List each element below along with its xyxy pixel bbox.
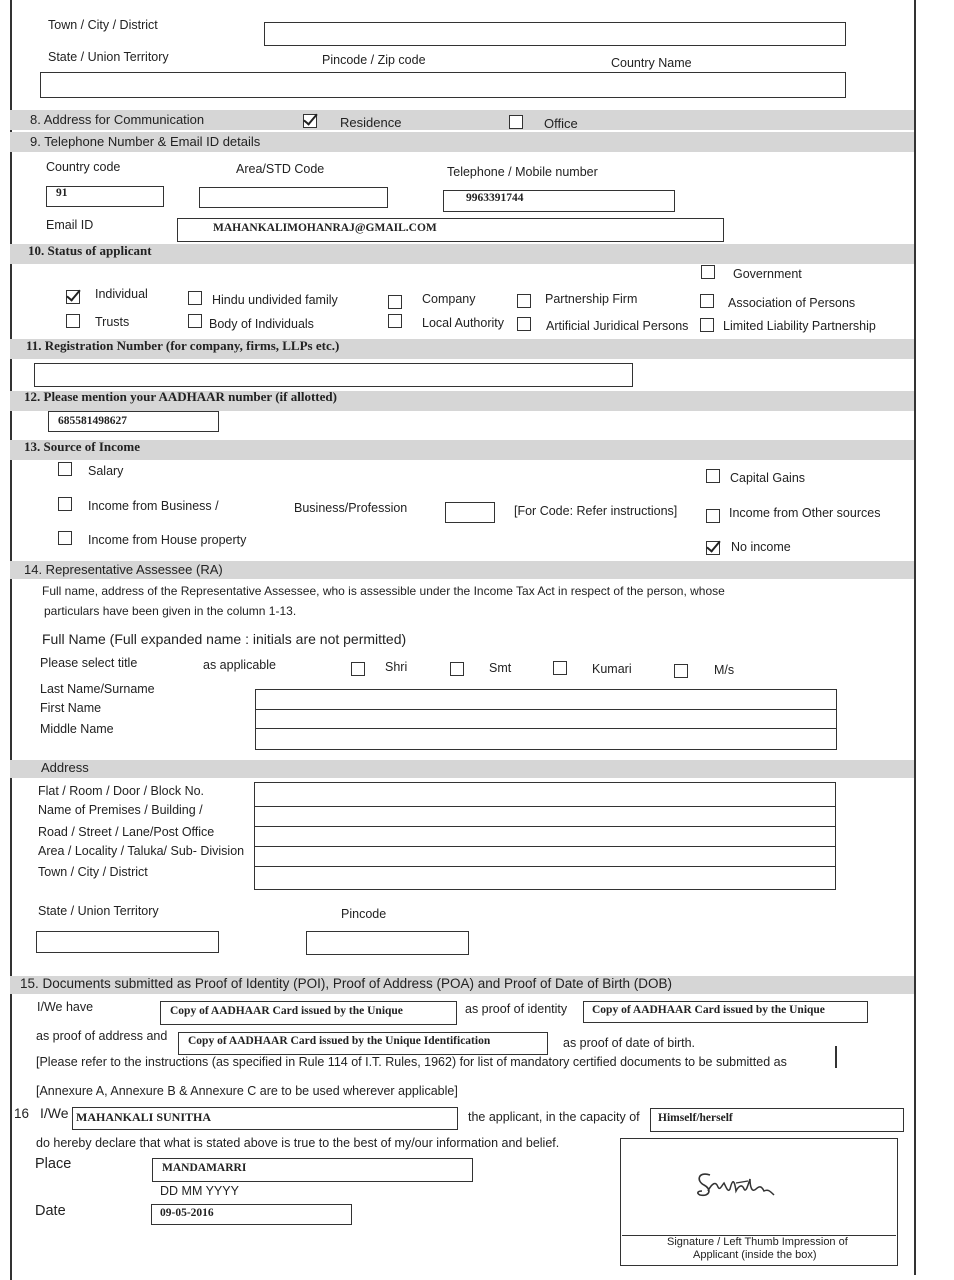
telephone-value: 9963391744: [466, 192, 524, 204]
individual-label: Individual: [95, 287, 148, 301]
government-checkbox[interactable]: [701, 265, 715, 279]
partnership-checkbox[interactable]: [517, 294, 531, 308]
title-kumari-label: Kumari: [592, 662, 632, 676]
telephone-label: Telephone / Mobile number: [447, 165, 598, 179]
huf-label: Hindu undivided family: [212, 293, 338, 307]
address-heading: Address: [41, 760, 89, 775]
title-kumari-checkbox[interactable]: [553, 661, 567, 675]
signature-caption-1: Signature / Left Thumb Impression of: [667, 1236, 848, 1248]
middle-name-label: Middle Name: [40, 722, 114, 736]
capital-gains-checkbox[interactable]: [706, 469, 720, 483]
business-profession-label: Business/Profession: [294, 501, 408, 515]
title-smt-checkbox[interactable]: [450, 662, 464, 676]
dob-doc-value: Copy of AADHAAR Card issued by the Unique Identification: [188, 1035, 491, 1047]
local-authority-checkbox[interactable]: [388, 314, 402, 328]
signature-caption-2: Applicant (inside the box): [693, 1249, 817, 1261]
email-label: Email ID: [46, 218, 94, 232]
area-label: Area / Locality / Taluka/ Sub- Division: [38, 844, 245, 858]
capacity-label: the applicant, in the capacity of: [468, 1110, 640, 1124]
ra-state-label: State / Union Territory: [38, 904, 159, 918]
flat-label: Flat / Room / Door / Block No.: [38, 784, 205, 798]
place-value: MANDAMARRI: [162, 1162, 247, 1174]
residence-label: Residence: [340, 115, 402, 130]
address-band: [10, 760, 914, 778]
road-label: Road / Street / Lane/Post Office: [38, 825, 215, 839]
note-line2: [Annexure A, Annexure B & Annexure C are to be used wherever applicable]: [36, 1084, 458, 1098]
declaration-text: do hereby declare that what is stated above is true to the best of my/our information and belief.: [36, 1136, 560, 1150]
registration-number-field[interactable]: [34, 363, 633, 387]
as-proof-dob-label: as proof of date of birth.: [563, 1036, 696, 1050]
partnership-label: Partnership Firm: [545, 292, 638, 306]
state-pincode-country-field[interactable]: [40, 72, 846, 98]
area-code-label: Area/STD Code: [236, 162, 325, 176]
premises-label: Name of Premises / Building /: [38, 803, 203, 817]
section-11-title: 11. Registration Number (for company, firms, LLPs etc.): [26, 338, 340, 353]
no-income-label: No income: [731, 540, 791, 554]
area-field[interactable]: [254, 846, 836, 868]
poa-value-right: Copy of AADHAAR Card issued by the Unique: [592, 1004, 825, 1016]
country-label: Country Name: [611, 56, 692, 70]
last-name-field[interactable]: [255, 689, 837, 711]
trusts-label: Trusts: [95, 315, 130, 329]
title-ms-checkbox[interactable]: [674, 664, 688, 678]
full-name-heading: Full Name (Full expanded name : initials are not permitted): [42, 631, 407, 647]
state-label: State / Union Territory: [48, 50, 169, 64]
section-9-title: 9. Telephone Number & Email ID details: [30, 134, 261, 149]
place-label: Place: [35, 1156, 72, 1172]
huf-checkbox[interactable]: [188, 291, 202, 305]
town-field[interactable]: [264, 22, 846, 46]
section-14-title: 14. Representative Assessee (RA): [24, 562, 223, 577]
stray-mark: [835, 1046, 837, 1068]
section-15-title: 15. Documents submitted as Proof of Identity (POI), Proof of Address (POA) and Proof of Date of Birth (DOB): [20, 976, 673, 991]
business-checkbox[interactable]: [58, 497, 72, 511]
boi-checkbox[interactable]: [188, 314, 202, 328]
capacity-value: Himself/herself: [658, 1112, 733, 1124]
aop-checkbox[interactable]: [700, 294, 714, 308]
code-note: [For Code: Refer instructions]: [514, 504, 678, 518]
flat-field[interactable]: [254, 782, 836, 808]
country-code-label: Country code: [46, 160, 121, 174]
salary-checkbox[interactable]: [58, 462, 72, 476]
as-proof-identity-label: as proof of identity: [465, 1002, 568, 1016]
town-label: Town / City / District: [48, 18, 158, 32]
aadhaar-value: 685581498627: [58, 415, 127, 427]
road-field[interactable]: [254, 826, 836, 848]
ra-state-field[interactable]: [36, 931, 219, 953]
office-label: Office: [544, 116, 578, 131]
no-income-checkbox[interactable]: [706, 541, 720, 555]
page-left-border: [10, 0, 12, 1280]
last-name-label: Last Name/Surname: [40, 682, 155, 696]
section-12-title: 12. Please mention your AADHAAR number (if allotted): [24, 389, 337, 404]
office-checkbox[interactable]: [509, 115, 523, 129]
business-code-field[interactable]: [445, 502, 495, 523]
house-property-checkbox[interactable]: [58, 531, 72, 545]
applicant-name-value: MAHANKALI SUNITHA: [76, 1110, 212, 1124]
government-label: Government: [733, 267, 802, 281]
date-format-label: DD MM YYYY: [160, 1184, 239, 1198]
residence-checkbox[interactable]: [303, 114, 317, 128]
section-8-title: 8. Address for Communication: [30, 112, 205, 127]
company-checkbox[interactable]: [388, 295, 402, 309]
iwe-have-label: I/We have: [37, 1000, 94, 1014]
title-ms-label: M/s: [714, 663, 735, 677]
llp-checkbox[interactable]: [700, 318, 714, 332]
middle-name-field[interactable]: [255, 728, 837, 750]
other-sources-checkbox[interactable]: [706, 509, 720, 523]
date-label: Date: [35, 1203, 66, 1219]
as-proof-address-label: as proof of address and: [36, 1029, 168, 1043]
house-property-label: Income from House property: [88, 533, 247, 547]
area-code-field[interactable]: [199, 187, 388, 208]
title-shri-checkbox[interactable]: [351, 662, 365, 676]
ra-town-field[interactable]: [254, 866, 836, 890]
note-line1: [Please refer to the instructions (as specified in Rule 114 of I.T. Rules, 1962) for list of mandatory certified documents to be submitted as: [36, 1055, 787, 1069]
select-title-label: Please select title: [40, 656, 138, 670]
date-value: 09-05-2016: [160, 1207, 214, 1219]
ra-desc-line2: particulars have been given in the column 1-13.: [44, 604, 297, 618]
individual-checkbox[interactable]: [66, 290, 80, 304]
aop-label: Association of Persons: [728, 296, 856, 310]
capital-gains-label: Capital Gains: [730, 471, 806, 485]
section-13-title: 13. Source of Income: [24, 439, 141, 454]
ajp-label: Artificial Juridical Persons: [546, 319, 689, 333]
ra-pincode-label: Pincode: [341, 907, 387, 921]
trusts-checkbox[interactable]: [66, 314, 80, 328]
page-right-border: [914, 0, 916, 1275]
title-shri-label: Shri: [385, 660, 408, 674]
section-13-band: [10, 440, 914, 460]
ra-town-label: Town / City / District: [38, 865, 148, 879]
pincode-label: Pincode / Zip code: [322, 53, 426, 67]
ajp-checkbox[interactable]: [517, 317, 531, 331]
section-10-title: 10. Status of applicant: [28, 243, 152, 258]
signature-image: [690, 1165, 790, 1205]
iwe-label: I/We: [40, 1105, 69, 1121]
salary-label: Salary: [88, 464, 124, 478]
premises-field[interactable]: [254, 806, 836, 828]
poi-value: Copy of AADHAAR Card issued by the Unique: [170, 1005, 403, 1017]
local-authority-label: Local Authority: [422, 316, 504, 330]
ra-desc-line1: Full name, address of the Representative Assessee, who is assessible under the Income Tax Act in respect of the person, whose: [42, 584, 725, 598]
llp-label: Limited Liability Partnership: [723, 319, 876, 333]
title-smt-label: Smt: [489, 661, 512, 675]
first-name-label: First Name: [40, 701, 102, 715]
boi-label: Body of Individuals: [209, 317, 314, 331]
email-value: MAHANKALIMOHANRAJ@GMAIL.COM: [213, 222, 437, 234]
company-label: Company: [422, 292, 476, 306]
section-16-number: 16: [14, 1106, 30, 1121]
country-code-value: 91: [56, 187, 68, 199]
ra-pincode-field[interactable]: [306, 931, 469, 955]
as-applicable-label: as applicable: [203, 658, 276, 672]
business-label: Income from Business /: [88, 499, 219, 513]
other-sources-label: Income from Other sources: [729, 506, 881, 520]
